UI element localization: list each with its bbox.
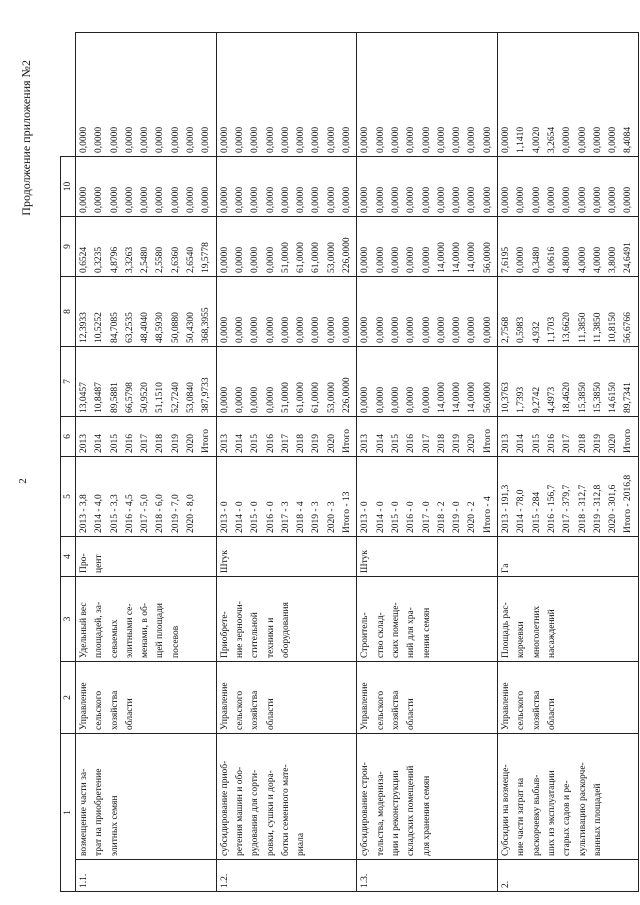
measure-name-cell (76, 734, 217, 860)
funding-source-a: 2,7568 0,5983 4,932 1,1703 13,6620 11,3850 11,3850 10,8150 56,6766 (501, 312, 634, 343)
funding-source-d-cell (498, 33, 639, 157)
indicator-targets: 2013 - 191,3 2014 - 78,0 2015 - 284 2016 - 156,7 2017 - 379,7 2018 - 312,7 2019 - 312,8 2020 - 301,6 Итого - 2016,8 (501, 474, 634, 533)
unit: Про- цент (79, 553, 105, 573)
indicator-targets-cell (76, 457, 217, 537)
indicator-targets-cell (216, 457, 357, 537)
measure-name: субсидирование строи- тельства, модерниза- ции и реконструкции складских помещений для хранения семян (360, 762, 432, 856)
funding-source-c-cell (357, 157, 498, 217)
funding-source-c-cell (76, 157, 217, 217)
funding-source-b-cell (76, 217, 217, 277)
row-number: 2. (501, 880, 512, 888)
funding-source-b: 0,0000 0,0000 0,0000 0,0000 0,0000 14,0000 14,0000 14,0000 56,0000 (360, 242, 493, 273)
indicator-name: Строитель- ство склад- ских помеще- ний для хра- нения семян (360, 602, 432, 658)
header-col-2: 2 (61, 662, 76, 734)
appendix-continuation-title: Продолжение приложения №2 (19, 60, 33, 216)
indicator-name-cell (357, 577, 498, 662)
unit-cell (357, 537, 498, 577)
unit: Штук (360, 550, 371, 573)
funding-source-c: 0,0000 0,0000 0,0000 0,0000 0,0000 0,0000 0,0000 0,0000 0,0000 (360, 186, 493, 213)
funding-source-a-cell (498, 277, 639, 347)
funding-source-b-cell (357, 217, 498, 277)
row-number-cell (216, 860, 357, 892)
indicator-name-cell (76, 577, 217, 662)
years-cell (498, 417, 639, 457)
years-cell (357, 417, 498, 457)
executor: Управление сельского хозяйства области (79, 682, 135, 730)
funding-source-d: 0,0000 0,0000 0,0000 0,0000 0,0000 0,0000 0,0000 0,0000 0,0000 (79, 126, 212, 153)
total-funding-cell (76, 347, 217, 417)
row-number-cell (76, 860, 217, 892)
funding-source-d-cell (76, 33, 217, 157)
funding-source-d: 0,0000 0,0000 0,0000 0,0000 0,0000 0,0000 0,0000 0,0000 0,0000 (219, 126, 353, 153)
funding-source-a: 0,0000 0,0000 0,0000 0,0000 0,0000 0,0000 0,0000 0,0000 0,0000 (219, 316, 353, 343)
indicator-targets-cell (357, 457, 498, 537)
indicator-targets-cell (498, 457, 639, 537)
years: 2013 2014 2015 2016 2017 2018 2019 2020 Итого (79, 428, 212, 453)
measure-name: субсидирование приоб- ретения машин и обо- рудования для сорти- ровки, сушки и дора- ботки семенного мате- риала (219, 760, 307, 856)
total-funding-cell (216, 347, 357, 417)
measure-name-cell (216, 734, 357, 860)
table-row (216, 33, 357, 892)
funding-source-c: 0,0000 0,0000 0,0000 0,0000 0,0000 0,0000 0,0000 0,0000 0,0000 (79, 186, 212, 213)
unit: Га (501, 563, 512, 573)
total-funding-cell (498, 347, 639, 417)
indicator-name-cell (216, 577, 357, 662)
years-cell (216, 417, 357, 457)
table-row (357, 33, 498, 892)
funding-source-d-cell (357, 33, 498, 157)
measure-name: возмещение части за- трат на приобретение элитных семян (79, 768, 120, 856)
executor: Управление сельского хозяйства области (219, 682, 276, 730)
indicator-name-cell (498, 577, 639, 662)
unit: Штук (219, 550, 230, 573)
header-col-5: 5 (61, 457, 76, 537)
header-row (61, 33, 76, 892)
funding-source-c-cell (498, 157, 639, 217)
funding-source-d: 0,0000 0,0000 0,0000 0,0000 0,0000 0,0000 0,0000 0,0000 0,0000 (360, 126, 493, 153)
unit-cell (498, 537, 639, 577)
header-col-7: 7 (61, 347, 76, 417)
header-col-8: 8 (61, 277, 76, 347)
indicator-name: Удельный вес площадей, за- севаемых элитными се- менами, в об- щей площади посевов (79, 601, 181, 658)
funding-source-a: 0,0000 0,0000 0,0000 0,0000 0,0000 0,0000 0,0000 0,0000 0,0000 (360, 316, 493, 343)
years: 2013 2014 2015 2016 2017 2018 2019 2020 Итого (219, 428, 353, 453)
rotated-sheet (17, 32, 634, 892)
unit-cell (216, 537, 357, 577)
indicator-name: Приобрете- ние зерноочи- стительной техники и оборудования (219, 601, 291, 658)
table-row (498, 33, 639, 892)
funding-source-d-cell (216, 33, 357, 157)
years-cell (76, 417, 217, 457)
executor-cell (357, 662, 498, 734)
funding-source-a-cell (216, 277, 357, 347)
measure-name: Субсидии на возмеще- ние части затрат на раскорчевку выбыв- ших из эксплуатации старых садов и ре- культивацию раскорче- ванных площадей (501, 762, 603, 856)
header-col-3: 3 (61, 577, 76, 662)
funding-source-b: 0,0000 0,0000 0,0000 0,0000 51,0000 61,0000 61,0000 53,0000 226,0000 (219, 237, 353, 273)
row-number-cell (498, 860, 639, 892)
funding-source-b-cell (216, 217, 357, 277)
indicator-name: Площадь рас- корчевки многолетних насаждений (501, 602, 557, 658)
header-col-10: 10 (61, 157, 76, 217)
measure-name-cell (357, 734, 498, 860)
years: 2013 2014 2015 2016 2017 2018 2019 2020 Итого (501, 428, 634, 453)
executor: Управление сельского хозяйства области (360, 682, 417, 730)
row-number: 1.2. (219, 873, 230, 888)
total-funding: 0,0000 0,0000 0,0000 0,0000 51,0000 61,0000 61,0000 53,0000 226,0000 (219, 377, 353, 413)
indicator-targets: 2013 - 0 2014 - 0 2015 - 0 2016 - 0 2017 - 3 2018 - 4 2019 - 3 2020 - 3 Итого - 13 (219, 491, 353, 533)
unit-cell (76, 537, 217, 577)
indicator-targets: 2013 - 3,8 2014 - 4,0 2015 - 3,3 2016 - 4,5 2017 - 5,0 2018 - 6,0 2019 - 7,0 2020 - 8,0 (79, 494, 197, 533)
header-col-1: 1 (61, 734, 76, 892)
total-funding-cell (357, 347, 498, 417)
funding-source-a-cell (357, 277, 498, 347)
years: 2013 2014 2015 2016 2017 2018 2019 2020 Итого (360, 428, 493, 453)
row-number-cell (357, 860, 498, 892)
executor-cell (76, 662, 217, 734)
funding-source-c: 0,0000 0,0000 0,0000 0,0000 0,0000 0,0000 0,0000 0,0000 0,0000 (219, 186, 353, 213)
table-row (76, 33, 217, 892)
row-number: 1.3. (360, 873, 371, 888)
executor-cell (216, 662, 357, 734)
measure-name-cell (498, 734, 639, 860)
header-col-6: 6 (61, 417, 76, 457)
funding-source-b: 0,6524 0,3235 4,8796 3,3263 2,5480 2,5580 2,6360 2,6540 19,5778 (79, 242, 212, 273)
funding-source-a: 12,3933 10,5252 84,7085 63,2535 48,4040 48,5930 50,0880 50,4300 368,3955 (79, 307, 212, 343)
indicator-targets: 2013 - 0 2014 - 0 2015 - 0 2016 - 0 2017 - 0 2018 - 2 2019 - 0 2020 - 2 Итого - 4 (360, 496, 493, 533)
funding-source-d: 0,0000 1,1410 4,0020 3,2654 0,0000 0,0000 0,0000 0,0000 8,4084 (501, 126, 634, 153)
funding-source-b-cell (498, 217, 639, 277)
executor: Управление сельского хозяйства области (501, 682, 557, 730)
total-funding: 0,0000 0,0000 0,0000 0,0000 0,0000 14,0000 14,0000 14,0000 56,0000 (360, 382, 493, 413)
funding-source-a-cell (76, 277, 217, 347)
header-col-9: 9 (61, 217, 76, 277)
funding-source-c-cell (216, 157, 357, 217)
funding-source-b: 7,6195 0,0000 0,3480 0,0616 4,8000 4,0000 4,0000 3,8000 24,6491 (501, 242, 634, 273)
row-number: 1.1. (79, 873, 89, 888)
header-col-4: 4 (61, 537, 76, 577)
total-funding: 13,0457 10,8487 89,5881 66,5798 50,9520 51,1510 52,7240 53,0840 387,9733 (79, 377, 212, 413)
executor-cell (498, 662, 639, 734)
page-number: 2 (17, 478, 29, 484)
total-funding: 10,3763 1,7393 9,2742 4,4973 18,4620 15,3850 15,3850 14,6150 89,7341 (501, 382, 634, 413)
funding-source-c: 0,0000 0,0000 0,0000 0,0000 0,0000 0,0000 0,0000 0,0000 0,0000 (501, 186, 634, 213)
program-measures-table (60, 32, 639, 892)
